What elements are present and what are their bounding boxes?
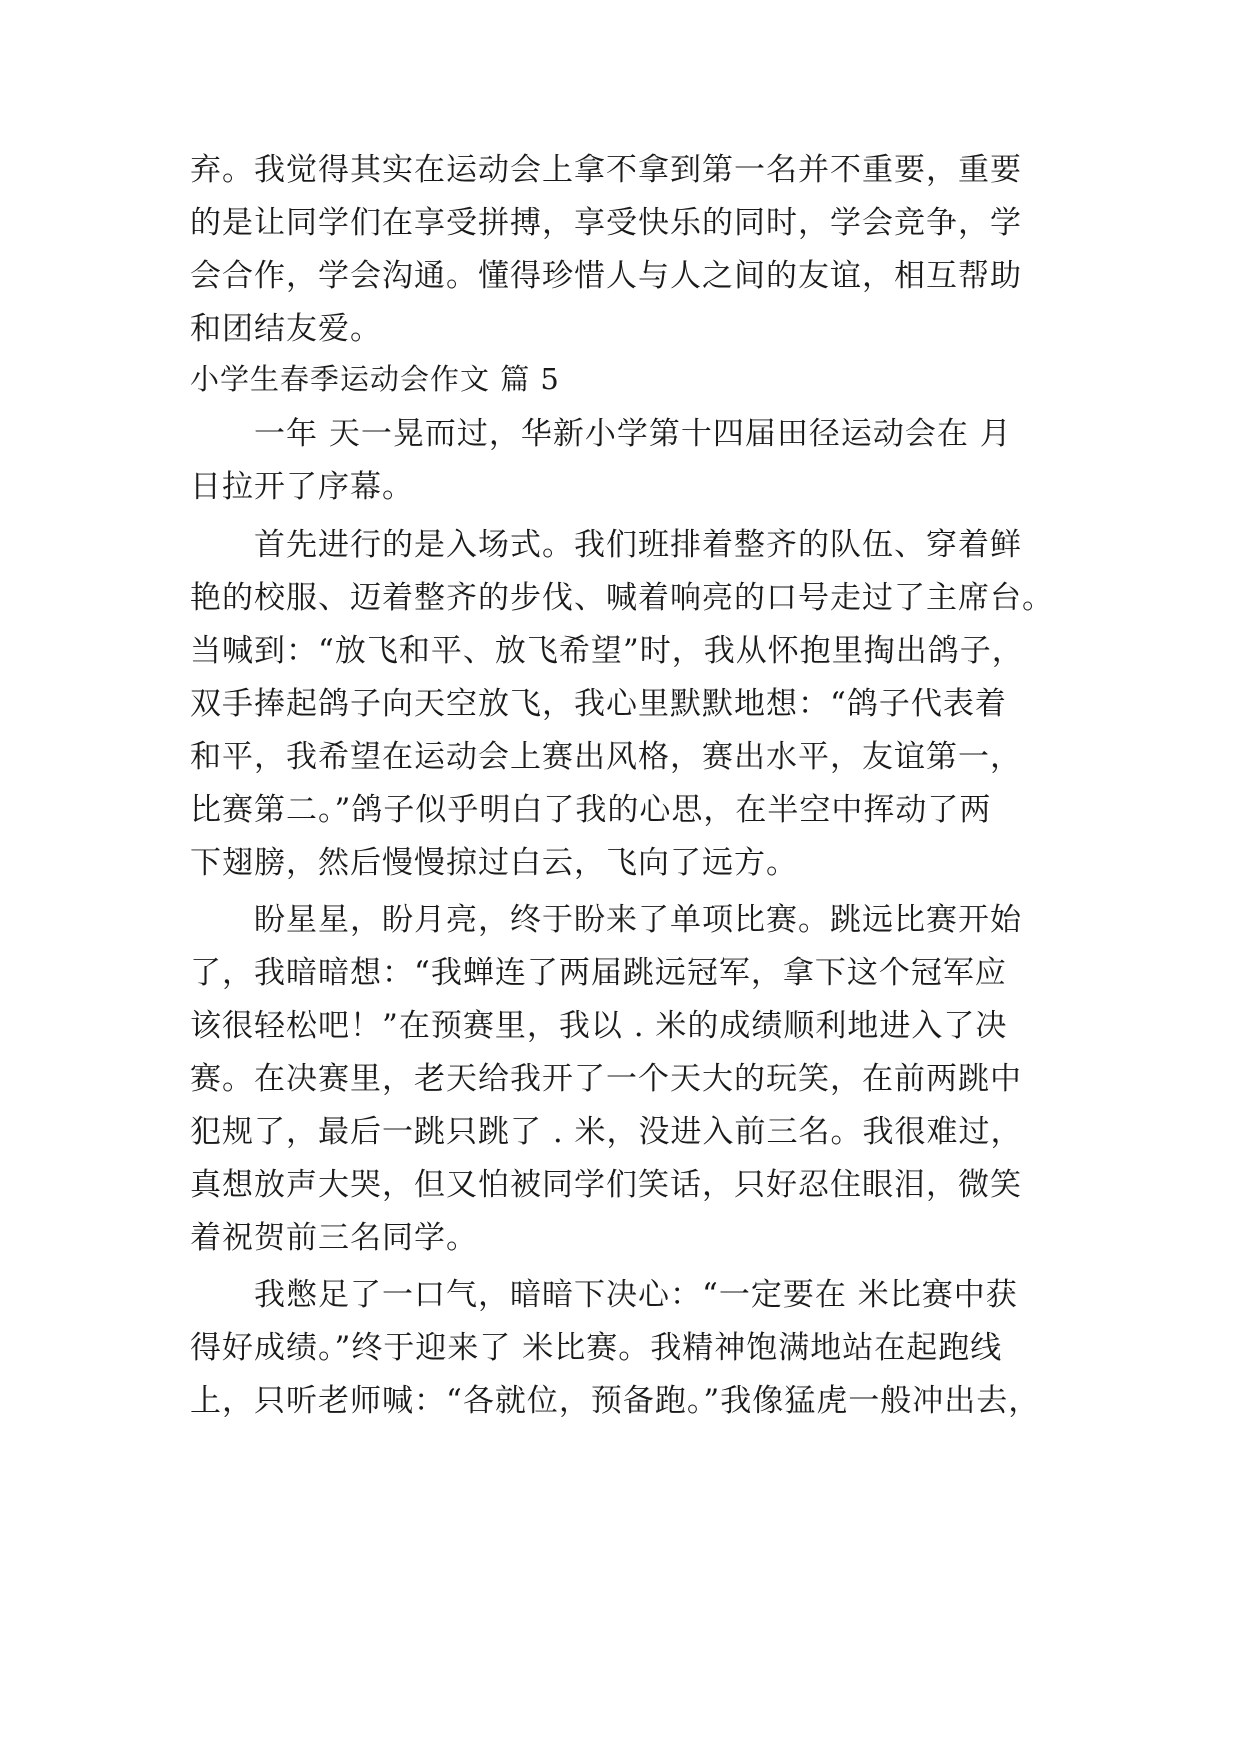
paragraph2-line-6: 比赛第二。”鸽子似乎明白了我的心思，在半空中挥动了两 (190, 792, 992, 828)
paragraph4-line-2: 得好成绩。”终于迎来了 米比赛。我精神饱满地站在起跑线 (190, 1330, 1003, 1366)
paragraph2-line-5: 和平，我希望在运动会上赛出风格，赛出水平，友谊第一， (190, 739, 1022, 775)
intro-line-2: 的是让同学们在享受拼搏，享受快乐的同时，学会竞争，学 (190, 205, 1022, 241)
paragraph3-line-6: 真想放声大哭，但又怕被同学们笑话，只好忍住眼泪，微笑 (190, 1167, 1022, 1203)
paragraph2-line-4: 双手捧起鸽子向天空放飞，我心里默默地想：“鸽子代表着 (190, 686, 1007, 722)
paragraph2-line-3: 当喊到：“放飞和平、放飞希望”时，我从怀抱里掏出鸽子， (190, 633, 1024, 669)
paragraph4-line-3: 上，只听老师喊：“各就位，预备跑。”我像猛虎一般冲出去， (190, 1383, 1041, 1419)
paragraph3-line-1: 盼星星，盼月亮，终于盼来了单项比赛。跳远比赛开始 (254, 902, 1022, 938)
paragraph1-line-1: 一年 天一晃而过，华新小学第十四届田径运动会在 月 (254, 416, 1012, 452)
paragraph2-line-2: 艳的校服、迈着整齐的步伐、喊着响亮的口号走过了主席台。 (190, 580, 1054, 616)
paragraph2-line-1: 首先进行的是入场式。我们班排着整齐的队伍、穿着鲜 (254, 527, 1022, 563)
paragraph3-line-7: 着祝贺前三名同学。 (190, 1220, 478, 1256)
paragraph3-line-2: 了，我暗暗想：“我蝉连了两届跳远冠军，拿下这个冠军应 (190, 955, 1007, 991)
paragraph4-line-1: 我憋足了一口气，暗暗下决心：“一定要在 米比赛中获 (254, 1277, 1018, 1313)
intro-line-3: 会合作，学会沟通。懂得珍惜人与人之间的友谊，相互帮助 (190, 258, 1022, 294)
section-heading: 小学生春季运动会作文 篇 5 (190, 362, 560, 396)
intro-line-4: 和团结友爱。 (190, 311, 382, 347)
paragraph3-line-3: 该很轻松吧！”在预赛里，我以 . 米的成绩顺利地进入了决 (190, 1008, 1008, 1044)
paragraph3-line-5: 犯规了，最后一跳只跳了 . 米，没进入前三名。我很难过， (190, 1114, 1023, 1150)
paragraph2-line-7: 下翅膀，然后慢慢掠过白云，飞向了远方。 (190, 845, 798, 881)
paragraph1-line-2: 日拉开了序幕。 (190, 469, 414, 505)
paragraph3-line-4: 赛。在决赛里，老天给我开了一个天大的玩笑，在前两跳中 (190, 1061, 1022, 1097)
intro-line-1: 弃。我觉得其实在运动会上拿不拿到第一名并不重要，重要 (190, 152, 1022, 188)
